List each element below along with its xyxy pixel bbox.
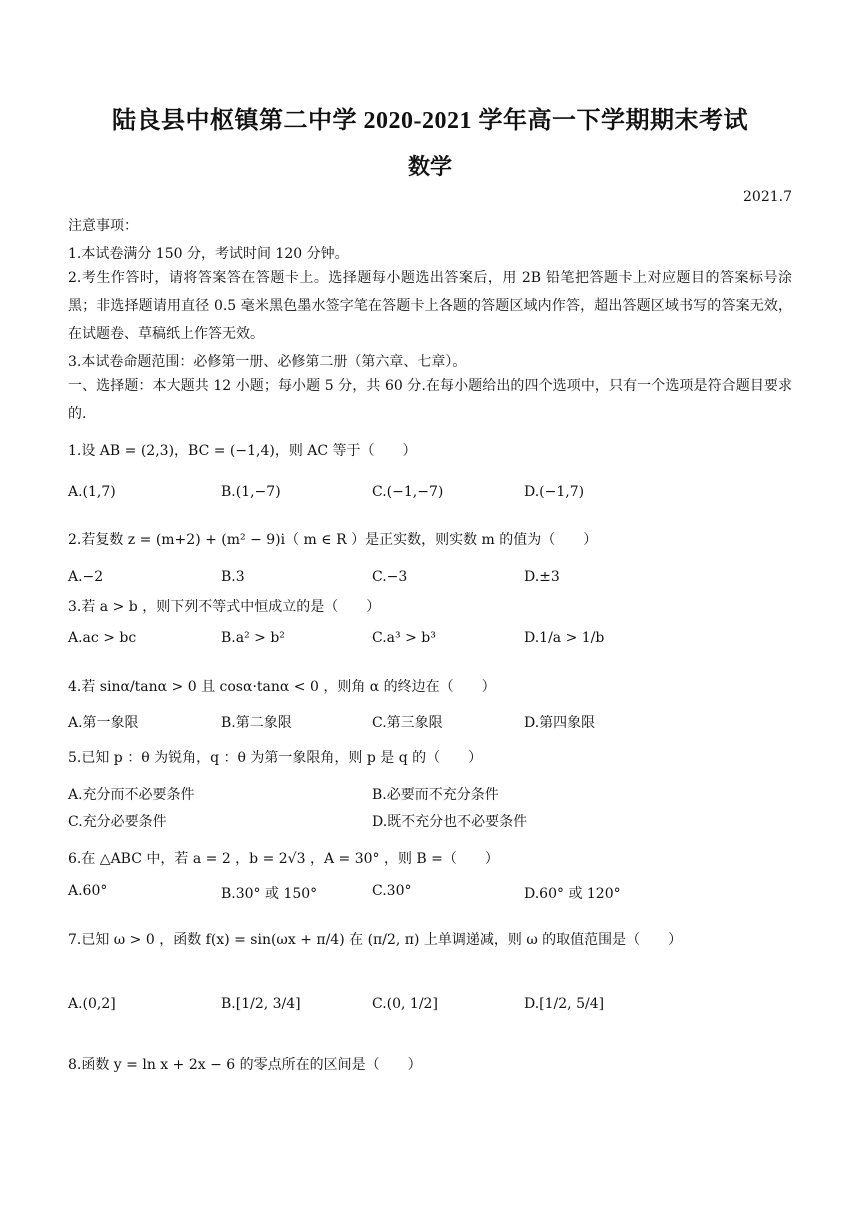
option-c: C.充分必要条件	[68, 814, 167, 830]
question-stem: 6.在 △ABC 中，若 a = 2 ，b = 2√3 ，A = 30° ，则 B =（ ）	[68, 851, 499, 867]
question-stem: 1.设 AB = (2,3)，BC = (−1,4)，则 AC 等于（ ）	[68, 443, 417, 459]
note-3: 3.本试卷命题范围：必修第一册、必修第二册（第六章、七章）。	[68, 354, 467, 370]
option-b: B.[1/2, 3/4]	[221, 996, 301, 1012]
option-b: B.30° 或 150°	[221, 886, 318, 902]
option-c: C.(0, 1/2]	[372, 996, 438, 1012]
option-c: C.a³ > b³	[372, 630, 436, 646]
option-b: B.3	[221, 569, 245, 585]
option-d: D.1/a > 1/b	[524, 630, 605, 646]
option-a: A.(1,7)	[68, 484, 116, 500]
exam-date: 2021.7	[743, 189, 792, 205]
option-d: D.[1/2, 5/4]	[524, 996, 605, 1012]
question-stem: 3.若 a > b ，则下列不等式中恒成立的是（ ）	[68, 599, 381, 615]
note-1: 1.本试卷满分 150 分，考试时间 120 分钟。	[68, 246, 349, 262]
option-b: B.必要而不充分条件	[372, 787, 499, 803]
option-a: A.充分而不必要条件	[68, 787, 195, 803]
option-d: D.(−1,7)	[524, 484, 585, 500]
option-c: C.第三象限	[372, 715, 443, 731]
option-a: A.60°	[68, 883, 108, 899]
option-d: D.第四象限	[524, 715, 596, 731]
option-a: A.−2	[68, 569, 104, 585]
section-instructions: 一、选择题：本大题共 12 小题；每小题 5 分，共 60 分.在每小题给出的四个选项中，只有一个选项是符合题目要求的.	[68, 378, 792, 422]
option-c: C.(−1,−7)	[372, 484, 444, 500]
subject-title: 数学	[407, 154, 452, 179]
option-a: A.(0,2]	[68, 996, 116, 1012]
question-stem: 7.已知 ω > 0 ，函数 f(x) = sin(ωx + π/4) 在 (π/2, π) 上单调递减，则 ω 的取值范围是（ ）	[68, 932, 683, 948]
question-stem: 4.若 sinα/tanα > 0 且 cosα·tanα < 0 ，则角 α 的终边在（ ）	[68, 679, 496, 695]
exam-title: 陆良县中枢镇第二中学 2020-2021 学年高一下学期期末考试	[112, 108, 748, 134]
option-c: C.30°	[372, 883, 412, 899]
option-a: A.第一象限	[68, 715, 139, 731]
notes-heading: 注意事项：	[68, 218, 138, 234]
question-stem: 5.已知 p ：θ 为锐角，q ：θ 为第一象限角，则 p 是 q 的（ ）	[68, 750, 483, 766]
option-b: B.第二象限	[221, 715, 292, 731]
option-a: A.ac > bc	[68, 630, 137, 646]
option-b: B.(1,−7)	[221, 484, 281, 500]
option-b: B.a² > b²	[221, 630, 285, 646]
note-2: 2.考生作答时，请将答案答在答题卡上。选择题每小题选出答案后，用 2B 铅笔把答题卡上对应题目的答案标号涂黑；非选择题请用直径 0.5 毫米黑色墨水签字笔在答题卡上各题的答题区域内作答，超出答题区域书写的答案无效，在试题卷、草稿纸上作答无效。	[68, 270, 792, 342]
option-d: D.60° 或 120°	[524, 886, 621, 902]
question-stem: 2.若复数 z = (m+2) + (m² − 9)i（ m ∈ R ）是正实数，则实数 m 的值为（ ）	[68, 532, 598, 548]
question-stem: 8.函数 y = ln x + 2x − 6 的零点所在的区间是（ ）	[68, 1057, 422, 1073]
option-d: D.既不充分也不必要条件	[372, 814, 528, 830]
option-d: D.±3	[524, 569, 560, 585]
option-c: C.−3	[372, 569, 408, 585]
